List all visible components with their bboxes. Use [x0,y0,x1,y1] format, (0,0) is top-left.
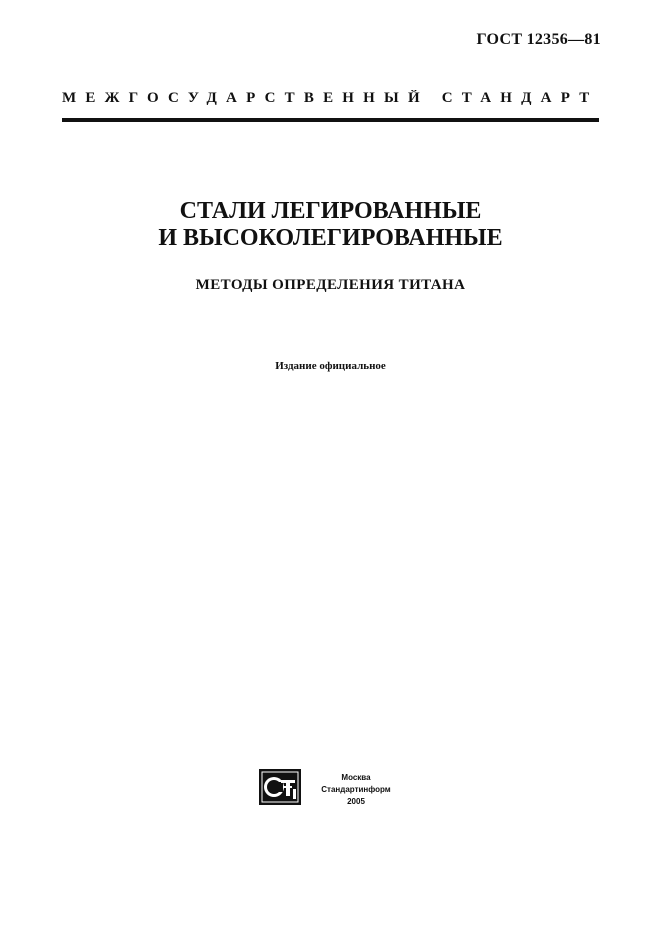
document-title [0,198,661,252]
publisher-imprint [308,772,404,808]
publisher-city: Москва [341,773,371,782]
title-line-2: И ВЫСОКОЛЕГИРОВАННЫЕ [158,225,503,251]
header-divider [62,118,599,122]
publisher-name: Стандартинформ [321,785,391,794]
publication-year: 2005 [347,797,365,806]
document-number: ГОСТ 12356—81 [476,31,601,48]
edition-note: Издание официальное [275,360,386,372]
title-line-1: СТАЛИ ЛЕГИРОВАННЫЕ [179,198,482,224]
document-subtitle: МЕТОДЫ ОПРЕДЕЛЕНИЯ ТИТАНА [195,277,466,293]
standartinform-logo-icon [259,769,301,805]
standard-kind-heading: МЕЖГОСУДАРСТВЕННЫЙ СТАНДАРТ [62,90,599,106]
